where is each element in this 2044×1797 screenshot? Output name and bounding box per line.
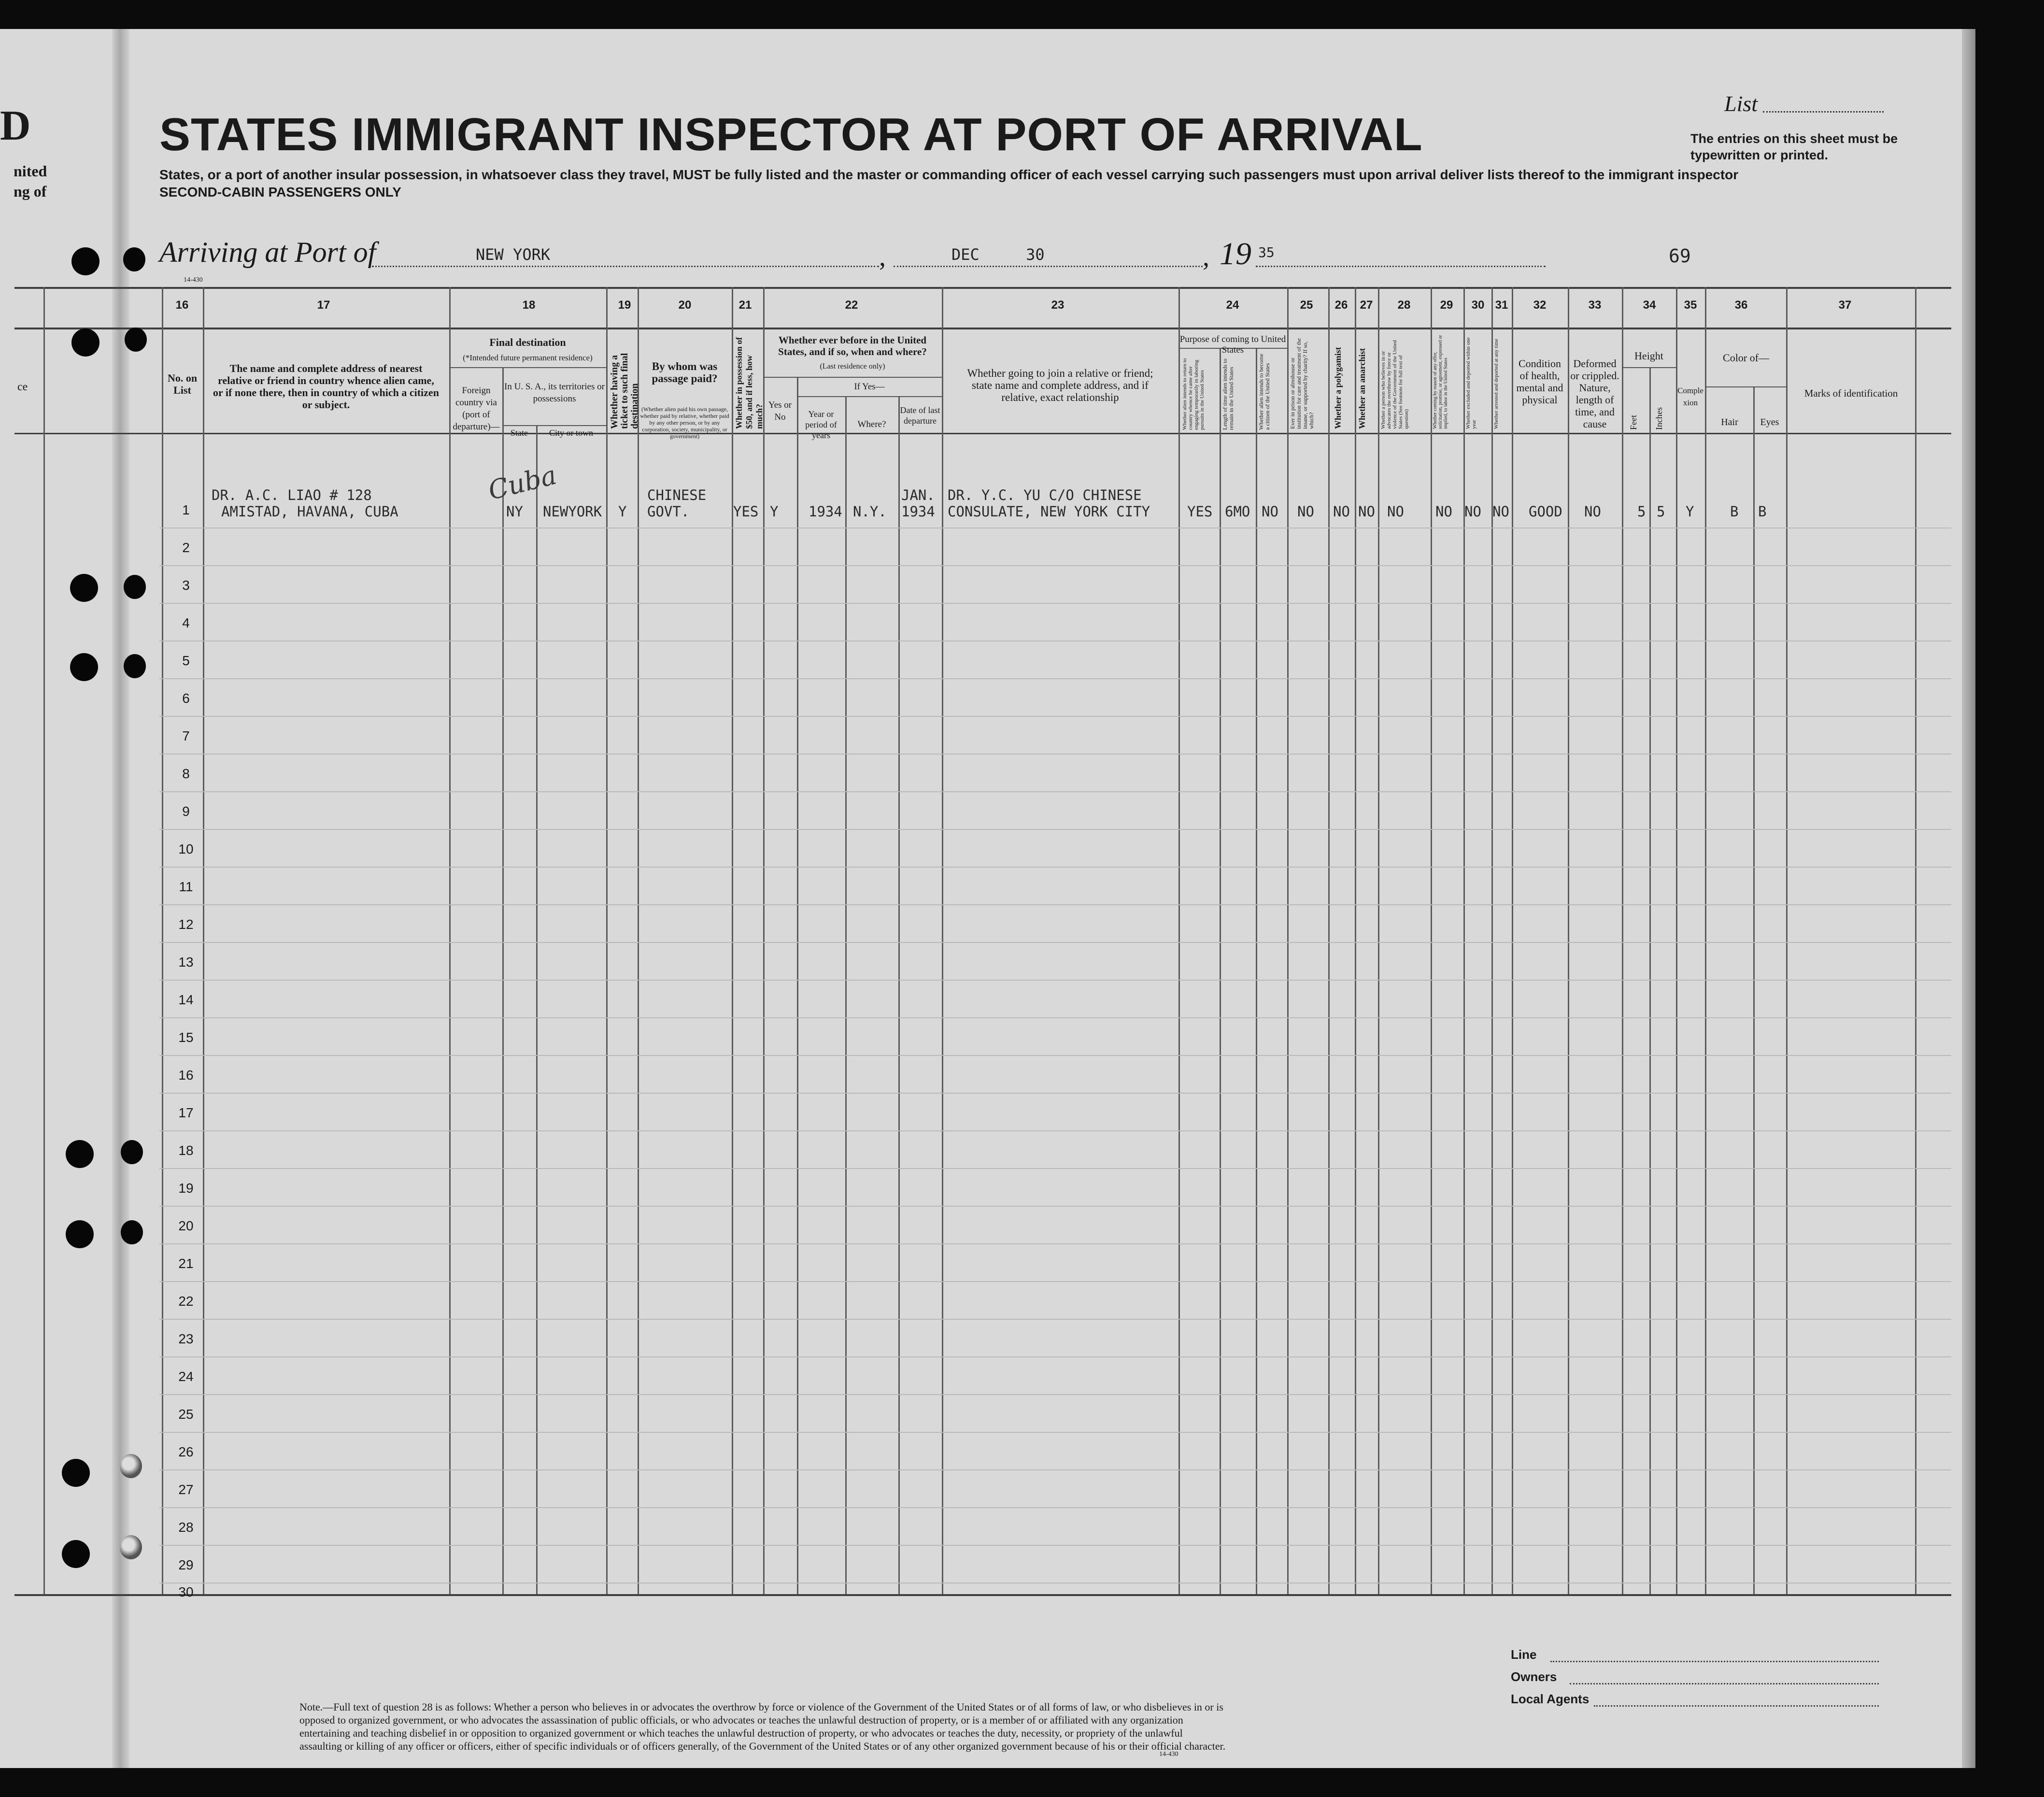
col-rule (502, 367, 504, 1594)
column-number: 16 (175, 299, 189, 312)
header-length-of-stay: Length of time alien intends to remain in the United States (1221, 358, 1235, 430)
row-number: 18 (178, 1143, 194, 1158)
fifty-dollars-value: YES (733, 503, 759, 520)
row-rule (159, 1093, 1951, 1094)
form-title: STATES IMMIGRANT INSPECTOR AT PORT OF ARRIVAL (159, 109, 1423, 160)
height-feet-value: 5 (1637, 503, 1646, 520)
header-state: State (511, 428, 528, 438)
arriving-label: Arriving at Port of (159, 236, 376, 268)
line-label: Line (1511, 1647, 1537, 1662)
polygamist-value: NO (1333, 503, 1350, 520)
punch-hole (124, 575, 146, 599)
agents-signature-line (1594, 1705, 1879, 1707)
header-purpose: Purpose of coming to United States (1179, 334, 1286, 355)
header-subrule (1622, 367, 1676, 368)
col-rule (1328, 287, 1330, 1594)
header-complexion: Complexion (1677, 386, 1703, 407)
row-rule (159, 942, 1951, 943)
row-number: 16 (178, 1068, 194, 1083)
length-of-stay-value: 6MO (1225, 503, 1250, 520)
col-rule (203, 287, 204, 1594)
column-number: 21 (738, 299, 752, 312)
year-suffix: 35 (1258, 244, 1275, 260)
row-rule (159, 980, 1951, 981)
row-number: 6 (182, 691, 190, 706)
last-departure-line-2: 1934 (901, 503, 935, 520)
header-subrule (763, 377, 942, 378)
row-rule (159, 1469, 1951, 1470)
row-number: 20 (178, 1218, 194, 1233)
row-number: 10 (178, 841, 194, 856)
deformed-value: NO (1584, 503, 1601, 520)
row-rule (159, 1206, 1951, 1207)
col-rule (1915, 287, 1916, 1594)
punch-hole (62, 1459, 90, 1487)
col-rule (797, 377, 798, 1594)
col-rule (1786, 287, 1788, 1594)
port-value: NEW YORK (476, 245, 551, 264)
been-before-value: Y (770, 503, 779, 520)
left-page-fragment-2: ng of (14, 183, 47, 200)
owners-signature-line (1570, 1683, 1879, 1684)
column-number: 36 (1734, 299, 1748, 312)
list-label: List (1724, 91, 1758, 116)
relative-address: AMISTAD, HAVANA, CUBA (221, 503, 398, 520)
column-number: 32 (1533, 299, 1547, 312)
column-number: 25 (1300, 299, 1313, 312)
prison-value: NO (1297, 503, 1314, 520)
column-number: 20 (678, 299, 692, 312)
header-return-intent: Whether alien intends to return to country whence he came after engaging temporarily in laboring pursuits in the United States (1182, 358, 1205, 430)
row-rule (159, 1055, 1951, 1056)
column-number: 27 (1360, 299, 1373, 312)
column-number: 35 (1684, 299, 1697, 312)
col-rule (1622, 287, 1623, 1594)
col-rule (1676, 287, 1677, 1594)
labor-offer-value: NO (1435, 503, 1452, 520)
header-subrule (502, 425, 606, 426)
table-bottom-rule (14, 1594, 1951, 1596)
col-rule (942, 287, 943, 1594)
header-joining: Whether going to join a relative or friend; state name and complete address, and if relative, exact relationship (967, 367, 1153, 403)
header-labor-offer: Whether coming by reason of any offer, solicitation, promise, or agreement, expressed or implied, to labor in the United States (1433, 335, 1448, 429)
left-page-letter: D (0, 102, 31, 149)
row-number: 12 (178, 917, 194, 932)
comma: , (879, 242, 886, 272)
header-deformed: Deformed or crippled. Nature, length of time, and cause (1570, 357, 1619, 430)
cabin-class: SECOND-CABIN PASSENGERS ONLY (159, 185, 401, 200)
row-number: 8 (182, 766, 190, 781)
row-rule (159, 641, 1951, 642)
row-number: 14 (178, 992, 194, 1007)
joining-line-2: CONSULATE, NEW YORK CITY (948, 503, 1150, 520)
row-rule (159, 678, 1951, 679)
header-eyes: Eyes (1760, 417, 1779, 428)
col-rule (1256, 348, 1257, 1594)
header-anarchist: Whether an anarchist (1357, 348, 1367, 429)
col-rule (1378, 287, 1379, 1594)
col-rule (1705, 287, 1706, 1594)
column-number: 17 (317, 299, 330, 312)
list-number-line (1763, 111, 1884, 113)
health-value: GOOD (1529, 503, 1562, 520)
row-rule (159, 1168, 1951, 1169)
row-number: 5 (182, 653, 190, 668)
destination-state: NY (506, 503, 523, 520)
header-city: City or town (549, 428, 593, 438)
port-line (372, 266, 879, 267)
form-tag: 14-430 (184, 276, 203, 284)
row-number: 25 (178, 1407, 194, 1422)
left-page-fragment-3: ce (17, 381, 28, 393)
header-polygamist: Whether a polygamist (1333, 347, 1343, 429)
column-number: 30 (1471, 299, 1485, 312)
row-number: 19 (178, 1181, 194, 1196)
col-rule (449, 287, 451, 1594)
header-passage-note: (Whether alien paid his own passage, whether paid by relative, whether paid by any other person, or by any corporation, society, municipality, or government) (640, 406, 729, 440)
row-rule (159, 904, 1951, 905)
col-rule (763, 287, 765, 1594)
sheet-number: 69 (1669, 245, 1691, 267)
punch-hole (125, 328, 147, 352)
last-departure-line-1: JAN. (901, 487, 935, 503)
col-rule (1649, 367, 1651, 1594)
column-number: 19 (618, 299, 631, 312)
where-value: N.Y. (853, 503, 887, 520)
date-value: DEC 30 (951, 245, 1045, 264)
page-edge (1962, 29, 1975, 1768)
row-number: 24 (178, 1369, 194, 1384)
header-subrule (797, 396, 942, 397)
column-number: 22 (845, 299, 858, 312)
col-rule (1463, 287, 1465, 1594)
header-excluded: Whether excluded and deported within one year (1465, 337, 1477, 429)
row-rule (159, 1545, 1951, 1546)
punch-hole (66, 1220, 94, 1248)
year-prefix: 19 (1220, 236, 1251, 271)
question-28-footnote: Note.—Full text of question 28 is as follows: Whether a person who believes in or advocates the overthrow by force or violence of the Government of the United States or of all forms of law, or who disbelieves in or is opposed to organized government, or who advocates the assassination of public officials, or who advocates or teaches the unlawful destruction of property, or is a member of or affiliated with any organization entertaining and teaching disbelief in or opposition to organized government or which teaches the unlawful destruction of property, or who advocates or teaches the duty, necessity, or propriety of the unlawful assaulting or killing of any officer or officers, either of specific individuals or of officers generally, of the Government of the United States or of any other organized government because of his or their official character. (299, 1701, 1226, 1752)
col-rule (732, 287, 733, 1594)
date-line (894, 266, 1203, 267)
row-rule (159, 1017, 1951, 1018)
table-top-rule (14, 287, 1951, 289)
header-question-28: Whether a person who believes in or advocates the overthrow by force or violence of the Government of the United States (See footnote for full text of question) (1380, 340, 1409, 429)
row-rule (159, 1394, 1951, 1395)
header-deported: Whether arrested and deported at any time (1493, 339, 1499, 429)
punch-hole (123, 247, 145, 271)
row-number: 27 (178, 1482, 194, 1497)
row-number: 3 (182, 578, 190, 593)
row-number: 22 (178, 1294, 194, 1309)
column-number: 26 (1334, 299, 1348, 312)
row-rule (159, 1281, 1951, 1282)
row-rule (159, 716, 1951, 717)
col-rule (1287, 287, 1289, 1594)
comma-2: , (1203, 242, 1209, 272)
row-number: 29 (178, 1557, 194, 1572)
row-number: 15 (178, 1030, 194, 1045)
row-rule (159, 1130, 1951, 1131)
column-number: 24 (1226, 299, 1239, 312)
header-subrule (449, 367, 606, 368)
handwritten-annotation: Cuba (485, 459, 560, 506)
anarchist-value: NO (1358, 503, 1375, 520)
eyes-value: B (1758, 503, 1767, 520)
deported-value: NO (1492, 503, 1509, 520)
header-prison: Ever in prison or almshouse or institution for care and treatment of the insane, or supported by charity? If so, which? (1289, 338, 1315, 429)
question-28-value: NO (1387, 503, 1404, 520)
col-rule (898, 396, 900, 1594)
row-number: 7 (182, 728, 190, 743)
row-number: 9 (182, 804, 190, 819)
row-number: 30 (178, 1584, 194, 1599)
header-foreign-country: Foreign country via (port of departure)— (453, 385, 500, 432)
col-rule (1753, 386, 1755, 1594)
header-no-on-list: No. on List (167, 372, 198, 396)
punch-hole (71, 328, 99, 357)
relative-name: DR. A.C. LIAO # 128 (212, 487, 372, 503)
punch-hole (121, 1220, 143, 1244)
column-number: 37 (1838, 299, 1852, 312)
col-rule (1491, 287, 1493, 1594)
col-rule (1220, 348, 1221, 1594)
ticket-value: Y (618, 503, 627, 520)
header-identification-marks: Marks of identification (1804, 387, 1898, 399)
header-feet: Feet (1629, 415, 1638, 430)
header-inches: Inches (1654, 407, 1664, 430)
local-agents-label: Local Agents (1511, 1692, 1590, 1706)
punch-hole (66, 1140, 94, 1168)
header-final-destination-note: (*Intended future permanent residence) (463, 353, 593, 362)
row-rule (159, 754, 1951, 755)
col-rule (1568, 287, 1569, 1594)
punch-hole (120, 1535, 142, 1559)
destination-city: NEWYORK (543, 503, 602, 520)
column-number: 18 (522, 299, 536, 312)
column-number: 33 (1588, 299, 1602, 312)
col-rule (638, 287, 639, 1594)
header-height: Height (1634, 350, 1663, 362)
row-number: 21 (178, 1256, 194, 1271)
row-number: 26 (178, 1444, 194, 1459)
row-rule (159, 791, 1951, 792)
row-number: 4 (182, 615, 190, 630)
header-ever-before: Whether ever before in the United States, and if so, when and where? (778, 334, 927, 357)
punch-hole (120, 1454, 142, 1478)
column-number: 28 (1397, 299, 1411, 312)
punch-hole (124, 654, 146, 678)
header-relative: The name and complete address of nearest relative or friend in country whence alien came, or if none there, then in country of which a citizen or subject. (213, 362, 439, 411)
row-number: 17 (178, 1105, 194, 1120)
column-number: 23 (1051, 299, 1065, 312)
manifest-sheet (0, 29, 1975, 1768)
column-number: 29 (1440, 299, 1453, 312)
header-last-residence: (Last residence only) (820, 362, 885, 371)
row-rule (159, 1507, 1951, 1508)
header-yes-no: Yes or No (768, 400, 792, 422)
row-rule (159, 1243, 1951, 1244)
row-number: 13 (178, 955, 194, 970)
line-signature-line (1550, 1661, 1879, 1662)
col-rule (1431, 287, 1432, 1594)
header-bottom-rule (14, 433, 1951, 434)
header-color-of: Color of— (1723, 352, 1769, 364)
row-rule (159, 867, 1951, 868)
col-rule (162, 287, 163, 1594)
complexion-value: Y (1686, 503, 1694, 520)
punch-hole (121, 1140, 143, 1164)
paid-by-line-2: GOVT. (647, 503, 690, 520)
form-subtitle: States, or a port of another insular possession, in whatsoever class they travel, MUST be fully listed and the master or commanding officer of each vessel carrying such passengers must upon arrival deliver lists thereof to the immigrant inspector (159, 167, 1739, 182)
typewritten-note: The entries on this sheet must be typewritten or printed. (1690, 131, 1898, 162)
header-year: Year or period of years (805, 409, 837, 440)
row-number: 1 (182, 502, 190, 517)
header-citizen: Whether alien intends to become a citizen of the United States (1258, 354, 1271, 430)
column-number: 31 (1495, 299, 1508, 312)
column-number: 34 (1643, 299, 1656, 312)
return-intent-value: YES (1187, 503, 1213, 520)
header-subrule (1705, 386, 1786, 387)
col-rule (43, 287, 45, 1594)
hair-value: B (1730, 503, 1739, 520)
header-fifty-dollars: Whether in possession of $50, and if less, how much? (734, 337, 764, 429)
punch-hole (70, 653, 98, 681)
row-number: 23 (178, 1331, 194, 1346)
row-number: 28 (178, 1520, 194, 1535)
punch-hole (70, 574, 98, 602)
row-rule (159, 1319, 1951, 1320)
footer-form-number: 14-430 (1159, 1751, 1178, 1758)
joining-line-1: DR. Y.C. YU C/O CHINESE (948, 487, 1142, 503)
paid-by-line-1: CHINESE (647, 487, 707, 503)
col-rule (845, 396, 847, 1594)
header-hair: Hair (1721, 417, 1738, 428)
owners-label: Owners (1511, 1669, 1557, 1684)
year-line (1256, 266, 1546, 267)
left-page-fragment-1: nited (14, 162, 47, 180)
row-rule (159, 1356, 1951, 1357)
row-rule (159, 603, 1951, 604)
header-passage-paid: By whom was passage paid? (652, 360, 718, 385)
punch-hole (71, 247, 99, 275)
row-number: 11 (179, 879, 193, 894)
col-rule (1355, 287, 1356, 1594)
row-rule (159, 1432, 1951, 1433)
row-number: 2 (182, 540, 190, 555)
height-inches-value: 5 (1657, 503, 1665, 520)
col-rule (1512, 287, 1513, 1594)
header-final-destination: Final destination (489, 336, 566, 348)
column-number-rule (14, 328, 1951, 329)
page-fold (112, 29, 129, 1768)
header-ticket: Whether having a ticket to such final destination (609, 353, 640, 429)
citizen-value: NO (1262, 503, 1278, 520)
header-if-yes: If Yes— (854, 382, 885, 392)
header-health: Condition of health, mental and physical (1516, 357, 1563, 406)
header-last-departure: Date of last departure (900, 405, 940, 426)
header-where: Where? (857, 419, 886, 429)
col-rule (536, 425, 538, 1594)
row-rule (159, 829, 1951, 830)
col-rule (1178, 287, 1180, 1594)
row-rule (159, 565, 1951, 566)
excluded-value: NO (1464, 503, 1481, 520)
header-usa: In U. S. A., its territories or possessions (504, 382, 605, 404)
col-rule (606, 287, 608, 1594)
punch-hole (62, 1540, 90, 1568)
year-value: 1934 (809, 503, 842, 520)
